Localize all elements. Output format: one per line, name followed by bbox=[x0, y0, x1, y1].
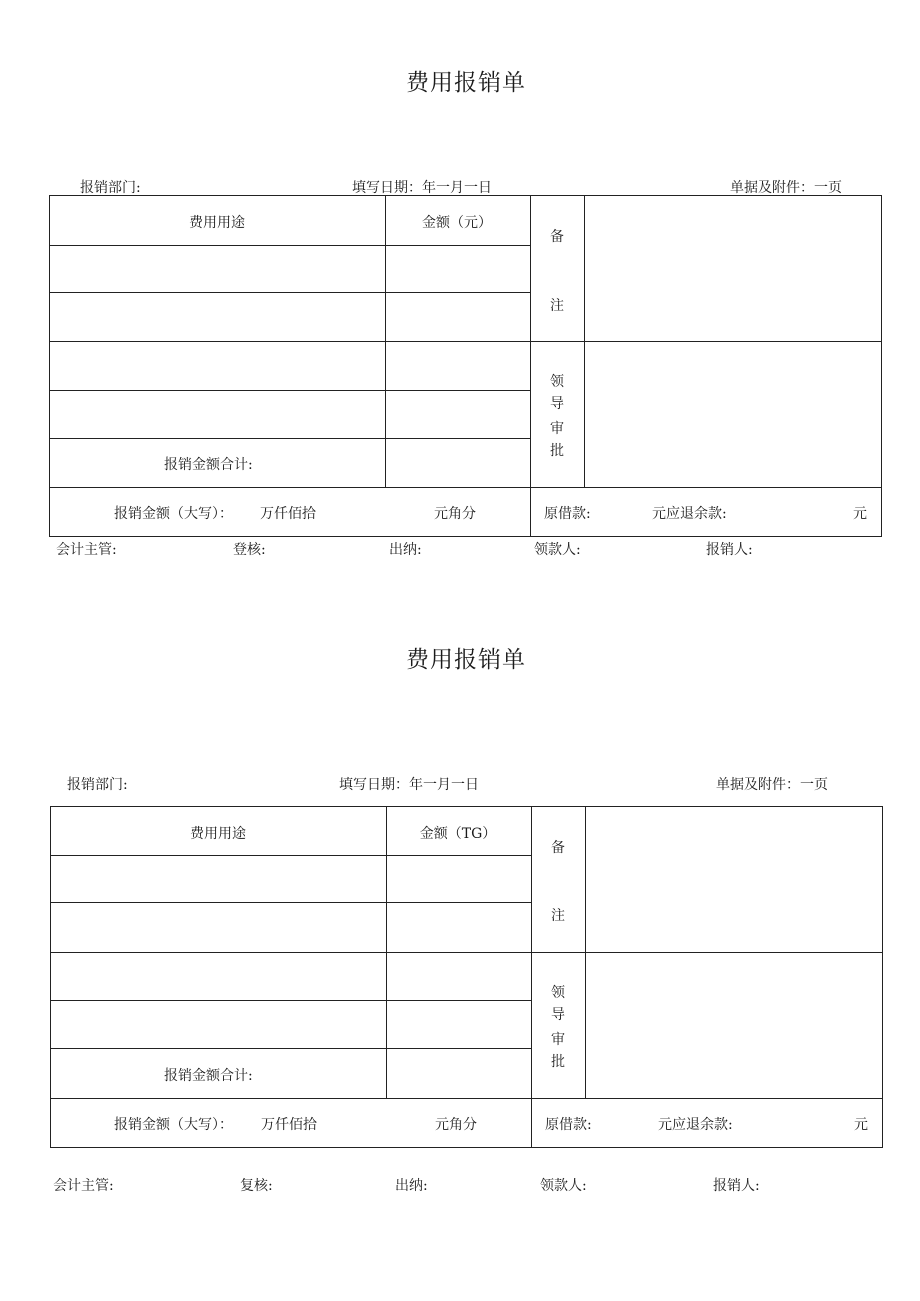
original-loan-label: 原借款: bbox=[545, 1117, 592, 1133]
approval-label-char: 审 bbox=[550, 421, 564, 437]
total-amount-label: 报销金额合计: bbox=[164, 1068, 253, 1084]
department-label: 报销部门: bbox=[67, 777, 128, 793]
approval-label-char: 批 bbox=[551, 1054, 565, 1070]
total-amount-label: 报销金额合计: bbox=[164, 457, 253, 473]
cashier-label: 出纳: bbox=[389, 542, 422, 558]
refund-label: 元应退余款: bbox=[652, 506, 727, 522]
claimant-label: 报销人: bbox=[706, 542, 753, 558]
date-label: 填写日期：年一月一日 bbox=[352, 180, 492, 196]
accounting-supervisor-label: 会计主管: bbox=[56, 542, 117, 558]
reviewer-label: 复核: bbox=[240, 1178, 273, 1194]
payee-label: 领款人: bbox=[534, 542, 581, 558]
claimant-label: 报销人: bbox=[713, 1178, 760, 1194]
attachments-label: 单据及附件：一页 bbox=[716, 777, 828, 793]
payee-label: 领款人: bbox=[540, 1178, 587, 1194]
form-title: 费用报销单 bbox=[406, 70, 526, 96]
cashier-label: 出纳: bbox=[395, 1178, 428, 1194]
form-title: 费用报销单 bbox=[406, 647, 526, 673]
uppercase-units-high: 万仟佰拾 bbox=[261, 1117, 317, 1133]
approval-label-char: 批 bbox=[550, 443, 564, 459]
amount-column-header: 金额（TG） bbox=[419, 826, 497, 842]
department-label: 报销部门: bbox=[80, 180, 141, 196]
expense-table bbox=[49, 195, 882, 537]
uppercase-units-high: 万仟佰拾 bbox=[260, 506, 316, 522]
approval-label-char: 导 bbox=[550, 396, 564, 412]
yuan-suffix: 元 bbox=[853, 506, 867, 522]
expense-table bbox=[50, 806, 883, 1148]
remarks-label-char: 备 bbox=[551, 840, 565, 856]
reviewer-label: 登核: bbox=[233, 542, 266, 558]
amount-column-header: 金额（元） bbox=[422, 215, 492, 231]
accounting-supervisor-label: 会计主管: bbox=[53, 1178, 114, 1194]
approval-label-char: 领 bbox=[551, 985, 565, 1001]
purpose-column-header: 费用用途 bbox=[189, 215, 245, 231]
remarks-label-char: 备 bbox=[550, 229, 564, 245]
uppercase-units-low: 元角分 bbox=[435, 1117, 477, 1133]
yuan-suffix: 元 bbox=[854, 1117, 868, 1133]
uppercase-units-low: 元角分 bbox=[434, 506, 476, 522]
approval-label-char: 审 bbox=[551, 1032, 565, 1048]
remarks-label-char: 注 bbox=[550, 298, 564, 314]
date-label: 填写日期：年一月一日 bbox=[339, 777, 479, 793]
purpose-column-header: 费用用途 bbox=[190, 826, 246, 842]
uppercase-amount-label: 报销金额（大写）： bbox=[114, 1117, 233, 1133]
approval-label-char: 领 bbox=[550, 374, 564, 390]
attachments-label: 单据及附件：一页 bbox=[730, 180, 842, 196]
refund-label: 元应退余款: bbox=[658, 1117, 733, 1133]
original-loan-label: 原借款: bbox=[544, 506, 591, 522]
remarks-label-char: 注 bbox=[551, 908, 565, 924]
uppercase-amount-label: 报销金额（大写）： bbox=[114, 506, 233, 522]
approval-label-char: 导 bbox=[551, 1007, 565, 1023]
